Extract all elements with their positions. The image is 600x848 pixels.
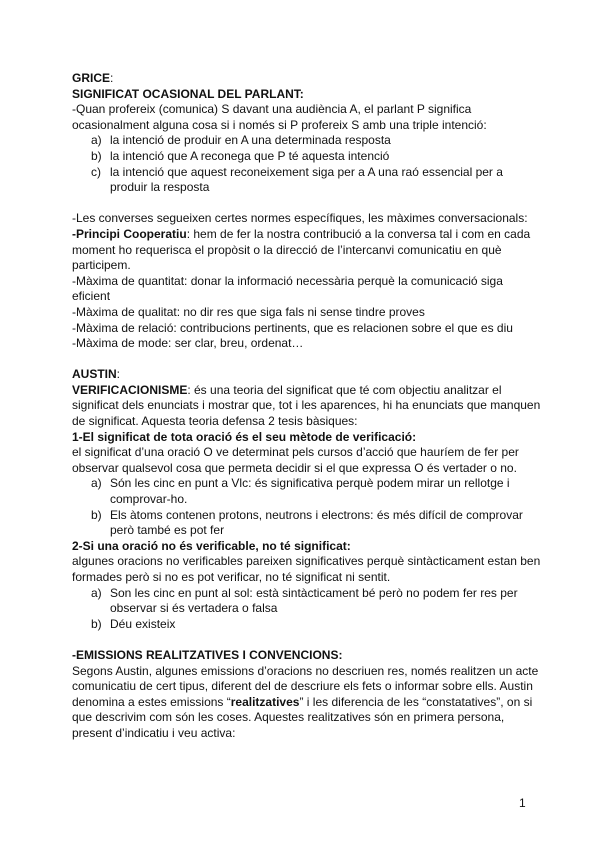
maxima-quantitat: -Màxima de quantitat: donar la informació necessària perquè la comunicació siga eficient [72, 273, 503, 304]
list-item [72, 149, 542, 165]
emissions-title: -EMISSIONS REALITZATIVES I CONVENCIONS: [72, 647, 343, 662]
grice-subtitle: SIGNIFICAT OCASIONAL DEL PARLANT: [72, 86, 304, 101]
list-item [72, 476, 542, 507]
list-item [72, 165, 542, 196]
grice-intro: -Quan profereix (comunica) S davant una audiència A, el parlant P significa ocasionalment alguna cosa si i només si P profereix S amb una triple intenció: [72, 102, 487, 132]
principi-cooperatiu [72, 227, 542, 274]
austin-heading [72, 367, 542, 383]
list-marker: a) [91, 133, 102, 148]
grice-title: GRICE [72, 71, 111, 85]
tesi1-text: el significat d’una oració O ve determinat pels cursos d’acció que hauríem de fer per observar qualsevol cosa que permeta decidir si el que expressa O és vertader o no. [72, 445, 519, 475]
list-text: la intenció de produir en A una determinada resposta [110, 133, 391, 148]
list-marker: a) [91, 476, 102, 491]
grice-intention-list [72, 133, 542, 195]
austin-title: AUSTIN [72, 367, 117, 382]
tesi1-title: 1-El significat de tota oració és el seu mètode de verificació: [72, 429, 417, 444]
austin-title-colon: : [116, 367, 121, 382]
grice-converses: -Les converses segueixen certes normes específiques, les màximes conversacionals: [72, 211, 528, 226]
maxima-mode: -Màxima de mode: ser clar, breu, ordenat… [72, 336, 304, 351]
list-marker: b) [91, 507, 102, 522]
verificacionisme [72, 383, 542, 430]
list-text: Son les cinc en punt al sol: està sintàcticament bé però no podem fer res per observar si és vertadera o falsa [110, 585, 518, 616]
emissions-text-part1: Segons Austin, algunes emissions d’oracions no descriuen res, només realitzen un acte comunicatiu de cert tipus, diferent del de descriure els fets o informar sobre ells. Austin denomina a estes emissions “ [72, 663, 539, 709]
emissions-bold-term: realitzatives [230, 694, 300, 709]
tesi2-example-list [72, 586, 542, 633]
spacer [72, 196, 542, 212]
verificacionisme-label: VERIFICACIONISME [72, 382, 188, 397]
list-text: Els àtoms contenen protons, neutrons i electrons: és més difícil de comprovar però també es pot fer [110, 507, 523, 538]
list-text: la intenció que A reconega que P té aquesta intenció [110, 148, 390, 163]
list-item [72, 508, 542, 539]
grice-heading [72, 71, 542, 87]
list-marker: a) [91, 585, 102, 600]
tesi2-text: algunes oracions no verificables pareixen significatives perquè sintàcticament estan ben formades però si no es pot verificar, no té significat ni sentit. [72, 554, 541, 584]
grice-title-colon: : [110, 71, 114, 85]
list-item [72, 133, 542, 149]
spacer [72, 632, 542, 648]
tesi2-title: 2-Si una oració no és verificable, no té significat: [72, 538, 351, 553]
maxima-qualitat: -Màxima de qualitat: no dir res que siga fals ni sense tindre proves [72, 304, 425, 319]
principi-label: -Principi Cooperatiu [72, 226, 187, 241]
document-page [72, 71, 542, 742]
list-text: Déu existeix [110, 616, 176, 631]
list-marker: b) [91, 148, 102, 163]
list-item [72, 617, 542, 633]
list-item [72, 586, 542, 617]
list-text: la intenció que aquest reconeixement siga per a A una raó essencial per a produir la resposta [110, 164, 503, 195]
maxima-relacio: -Màxima de relació: contribucions pertinents, que es relacionen sobre el que es diu [72, 320, 513, 335]
principi-text: : hem de fer la nostra contribució a la conversa tal i com en cada moment ho requerisca el propòsit o la direcció de l’intercanvi comunicatiu en què participem. [72, 226, 531, 273]
page-number: 1 [519, 796, 526, 810]
list-marker: c) [91, 164, 101, 179]
emissions-text-part2: ” i les diferencia de les “constatatives”, on si que descrivim com són les coses. Aquestes realitzatives són en primera persona, present d’indicatiu i veu activa: [72, 694, 533, 740]
emissions-text [72, 664, 542, 742]
verificacionisme-text: : és una teoria del significat que té com objectiu analitzar el significat dels enunciats i mostrar que, tot i les aparences, hi ha enunciats que manquen de significat. Aquesta teoria defensa 2 tesis bàsiques: [72, 382, 541, 429]
list-text: Són les cinc en punt a Vlc: és significativa perquè podem mirar un rellotge i comprovar-ho. [110, 476, 510, 507]
spacer [72, 352, 542, 368]
list-marker: b) [91, 616, 102, 631]
tesi1-example-list [72, 476, 542, 538]
